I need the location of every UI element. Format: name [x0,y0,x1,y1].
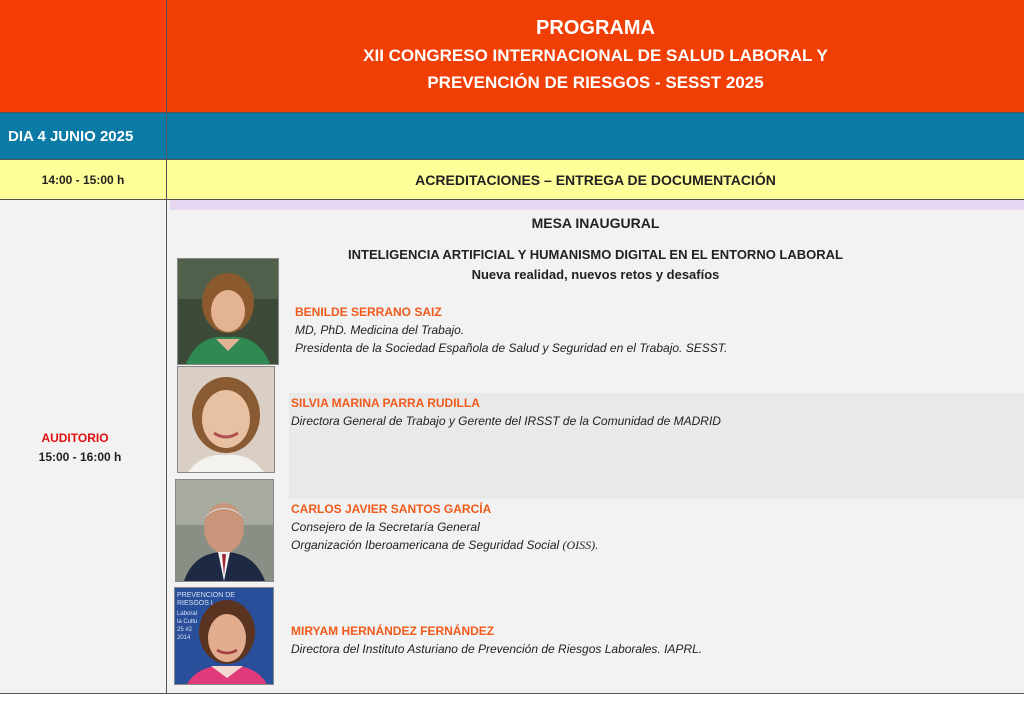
room-label: AUDITORIO [41,431,109,445]
speaker-org-3: Organización Iberoamericana de Seguridad Social [291,538,560,552]
column-divider [166,0,167,693]
congress-title-line2: PREVENCIÓN DE RIESGOS - SESST 2025 [427,73,764,92]
row-divider [0,199,1024,200]
session-topic: INTELIGENCIA ARTIFICIAL Y HUMANISMO DIGITAL EN EL ENTORNO LABORAL [348,247,843,262]
lavender-strip [170,200,1024,210]
speaker-role-1b: Presidenta de la Sociedad Española de Salud y Seguridad en el Trabajo. SESST. [295,341,728,355]
photo4-text-3: Laboral [177,611,198,617]
session-title: MESA INAUGURAL [531,215,660,231]
header-title-cell [167,0,1024,112]
speaker-photo-3 [175,479,274,582]
photo4-text-5: 25 #2 [177,627,193,633]
row-divider [0,112,1024,113]
congress-title-line1: XII CONGRESO INTERNACIONAL DE SALUD LABORAL Y [363,46,828,65]
speaker-role-1a: MD, PhD. Medicina del Trabajo. [295,323,465,337]
accreditation-title: ACREDITACIONES – ENTREGA DE DOCUMENTACIÓN [415,172,776,188]
speaker-name-3: CARLOS JAVIER SANTOS GARCÍA [291,502,492,516]
speaker-role-3b [291,538,598,553]
photo4-text-6: 2014 [177,635,191,641]
photo4-text-4: la Cultu [177,619,198,625]
speaker-photo-1-image [178,259,278,364]
day-label: DIA 4 JUNIO 2025 [8,128,134,145]
header-left-cell [0,0,166,112]
speaker-photo-1 [177,258,279,365]
speaker-photo-2-image [178,367,274,472]
day-bar [167,113,1024,159]
accreditation-time-cell [0,160,166,199]
speaker-name-2: SILVIA MARINA PARRA RUDILLA [291,396,480,410]
program-title: PROGRAMA [536,17,655,39]
session-time-cell [0,200,166,693]
session-time: 15:00 - 16:00 h [38,450,122,464]
speaker-photo-4 [174,587,274,685]
accreditation-title-cell [167,160,1024,199]
speaker-role-3a: Consejero de la Secretaría General [291,520,480,534]
photo4-text-2: RIESGOS L [177,600,215,607]
speaker-photo-4-image [175,588,273,684]
row-divider [0,693,1024,694]
speaker-name-1: BENILDE SERRANO SAIZ [295,305,442,319]
session-subtitle: Nueva realidad, nuevos retos y desafíos [471,267,720,282]
speaker-role-2: Directora General de Trabajo y Gerente del IRSST de la Comunidad de MADRID [291,414,721,428]
speaker-org-3-acronym: (OISS). [562,538,599,552]
speaker-photo-2 [177,366,275,473]
photo4-text-1: PREVENCION DE [177,592,235,599]
row-divider [0,159,1024,160]
accreditation-time: 14:00 - 15:00 h [41,173,125,187]
speaker-photo-3-image [176,480,273,581]
speaker-role-4: Directora del Instituto Asturiano de Prevención de Riesgos Laborales. IAPRL. [291,642,703,656]
day-cell [0,113,166,159]
speaker-name-4: MIRYAM HERNÁNDEZ FERNÁNDEZ [291,624,495,638]
